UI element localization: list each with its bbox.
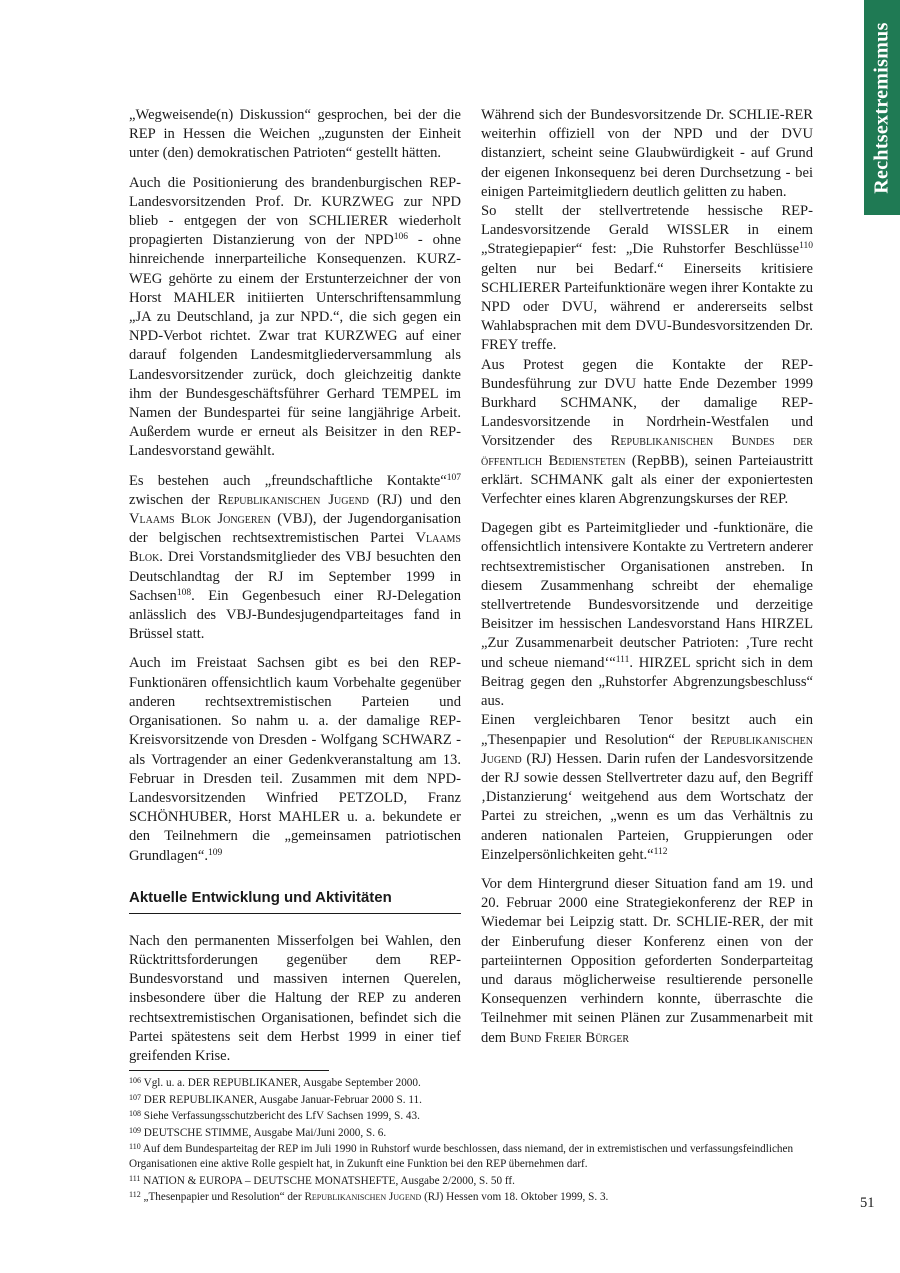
footnote-divider [129,1070,329,1071]
paragraph: Nach den permanenten Misserfolgen bei Wahlen, den Rücktrittsforderungen gegenüber dem REP-Bundesvorstand und massiven internen Querelen, insbesondere über die Haltung der REP zu anderen rechtsextremistischen Organisationen, befindet sich die Partei spätestens seit dem Herbst 1999 in einer tief greifenden Krise. [129,932,461,1064]
paragraph: So stellt der stellvertretende hessische REP-Landesvorsitzende Gerald WISSLER in einem „Strategiepapier“ fest: „Die Ruhstorfer Beschlüsse$^{110}$ gelten nur bei Bedarf.“ Einerseits kritisiere SCHLIERER Parteifunktionäre wegen ihrer Kontakte zu NPD oder DVU, während er andererseits selbst Wahlabsprachen mit dem DVU-Bundesvorsitzenden Dr. FREY treffe. [481,203,813,354]
footnote-ref[interactable]: 111 [615,654,630,665]
footnote-ref[interactable]: 110 [799,241,813,252]
footnote-ref[interactable]: 112 [653,846,668,857]
paragraph: Vor dem Hintergrund dieser Situation fand am 19. und 20. Februar 2000 eine Strategiekonferenz der REP in Wiedemar bei Leipzig statt. Dr. SCHLIE-RER, der mit der Einberufung dieser Konferenz einen von der parteiinternen Opposition geforderten Sonderparteitag und daraus möglicherweise resultierende personelle Konsequenzen verhindern konnte, überraschte die Teilnehmer mit seinen Plänen zur Zusammenarbeit mit dem Bund Freier Bürger [481,875,813,1046]
paragraph: „Wegweisende(n) Diskussion“ gesprochen, bei der die REP in Hessen die Weichen „zugunsten der Einheit unter (den) demokratischen Patrioten“ gestellt hätten. [129,107,461,162]
right-column [481,106,813,1058]
section-tab [864,0,900,215]
footnote: $^{106}$ Vgl. u. a. DER REPUBLIKANER, Ausgabe September 2000. [129,1076,421,1089]
paragraph: Dagegen gibt es Parteimitglieder und -funktionäre, die offensichtlich intensivere Kontakte zu Vertretern anderer rechtsextremistischer Organisationen anstreben. In diesem Zusammenhang schreibt der ehemalige stellvertretende Bundesvorsitzende und derzeitige Beisitzer im hessischen Landesvorstand Hans HIRZEL „Zur Zusammenarbeit deutscher Patrioten: ‚Ture recht und scheue niemand‘“$^{111}$. HIRZEL spricht sich in dem Beitrag gegen den „Ruhstorfer Abgrenzungsbeschluss“ aus. [481,520,813,710]
paragraph: Auch im Freistaat Sachsen gibt es bei den REP-Funktionären offensichtlich kaum Vorbehalte gegenüber anderen rechtsextremistischen Parteien und Organisationen. So nahm u. a. der damalige REP-Kreisvorsitzende von Dresden - Wolfgang SCHWARZ - als Vortragender an einer Gedenkveranstaltung am 13. Februar in Dresden teil. Zusammen mit dem NPD-Landesvorsitzenden Winfried PETZOLD, Franz SCHÖNHUBER, Horst MAHLER u. a. bekundete er den Teilnehmern die „gemeinsamen patriotischen Grundlagen“.$^{109}$ [129,655,461,864]
footnote: $^{112}$ „Thesenpapier und Resolution“ der Republikanischen Jugend (RJ) Hessen vom 18. Oktober 1999, S. 3. [129,1190,609,1204]
section-heading: Aktuelle Entwicklung und Aktivitäten [129,888,461,914]
footnote: $^{109}$ DEUTSCHE STIMME, Ausgabe Mai/Juni 2000, S. 6. [129,1125,387,1139]
footnote-ref[interactable]: 106 [393,232,409,243]
footnote-ref[interactable]: 108 [176,587,192,598]
paragraph: Während sich der Bundesvorsitzende Dr. SCHLIE-RER weiterhin offiziell von der NPD und der DVU distanziert, scheint seine Glaubwürdigkeit - auf Grund der eigenen Inkonsequenz bei deren Durchsetzung - bei einigen Parteimitgliedern deutlich gelitten zu haben. [481,107,813,200]
page-number: 51 [860,1195,875,1211]
left-column [129,106,461,1076]
paragraph: Auch die Positionierung des brandenburgischen REP-Landesvorsitzenden Prof. Dr. KURZWEG zur NPD blieb - entgegen der von SCHLIERER wiederholt propagierten Distanzierung von der NPD$^{106}$ - ohne hinreichende innerparteiliche Konsequenzen. KURZ-WEG gehörte zu einem der Erstunterzeichner der von Horst MAHLER initiierten Unterschriftensammlung „JA zu Deutschland, ja zur NPD.“, die sich gegen ein NPD-Verbot richtet. Zwar trat KURZWEG auf einer darauf folgenden Landesmitgliederversammlung als Landesvorsitzender zurück, doch gleichzeitig dankte ihm der Bundesgeschäftsführer Gerhard TEMPEL im Namen der Bundespartei für seine langjährige Arbeit. Außerdem wurde er erneut als Beisitzer in den REP-Landesvorstand gewählt. [129,174,462,460]
footnote-ref[interactable]: 109 [208,847,223,858]
paragraph: Es bestehen auch „freundschaftliche Kontakte“$^{107}$ zwischen der Republikanischen Jugend (RJ) und den Vlaams Blok Jongeren (VBJ), der Jugendorganisation der belgischen rechtsextremistischen Partei Vlaams Blok. Drei Vorstandsmitglieder des VBJ besuchten den Deutschlandtag der RJ im September 1999 in Sachsen$^{108}$. Ein Gegenbesuch einer RJ-Delegation anlässlich des VBJ-Bundesjugendparteitages fand in Brüssel statt. [129,472,461,643]
section-tab-label: Rechtsextremismus [870,21,893,194]
footnote-ref[interactable]: 107 [446,472,461,483]
footnote: $^{108}$ Siehe Verfassungsschutzbericht des LfV Sachsen 1999, S. 43. [129,1109,420,1123]
paragraph: Einen vergleichbaren Tenor besitzt auch ein „Thesenpapier und Resolution“ der Republikanischen Jugend (RJ) Hessen. Darin rufen der Landesvorsitzende der RJ sowie dessen Stellvertreter dazu auf, den Begriff ‚Distanzierung‘ weitgehend aus dem Wortschatz der Partei zu streichen, „wenn es um das Verhältnis zu anderen nationalen Parteien, Gruppierungen oder Einzelpersönlichkeiten geht.“$^{112}$ [481,712,813,863]
paragraph: Aus Protest gegen die Kontakte der REP-Bundesführung zur DVU hatte Ende Dezember 1999 Burkhard SCHMANK, der damalige REP-Landesvorsitzende in Nordrhein-Westfalen und Vorsitzender des Republikanischen Bundes der öffentlich Bediensteten (RepBB), seinen Parteiaustritt erklärt. SCHMANK galt als einer der exponiertesten Verfechter eines klaren Abgrenzungskurses der REP. [481,356,813,508]
footnotes [129,1076,829,1207]
footnote: $^{111}$ NATION & EUROPA – DEUTSCHE MONATSHEFTE, Ausgabe 2/2000, S. 50 ff. [129,1173,515,1187]
footnote: $^{107}$ DER REPUBLIKANER, Ausgabe Januar-Februar 2000 S. 11. [129,1092,422,1106]
footnote: $^{110}$ Auf dem Bundesparteitag der REP im Juli 1990 in Ruhstorf wurde beschlossen, dass niemand, der in extremistischen und verfassungsfeindlichen Organisationen eine aktive Rolle gespielt hat, in Zukunft eine Funktion bei den REP übernehmen darf. [129,1142,794,1170]
